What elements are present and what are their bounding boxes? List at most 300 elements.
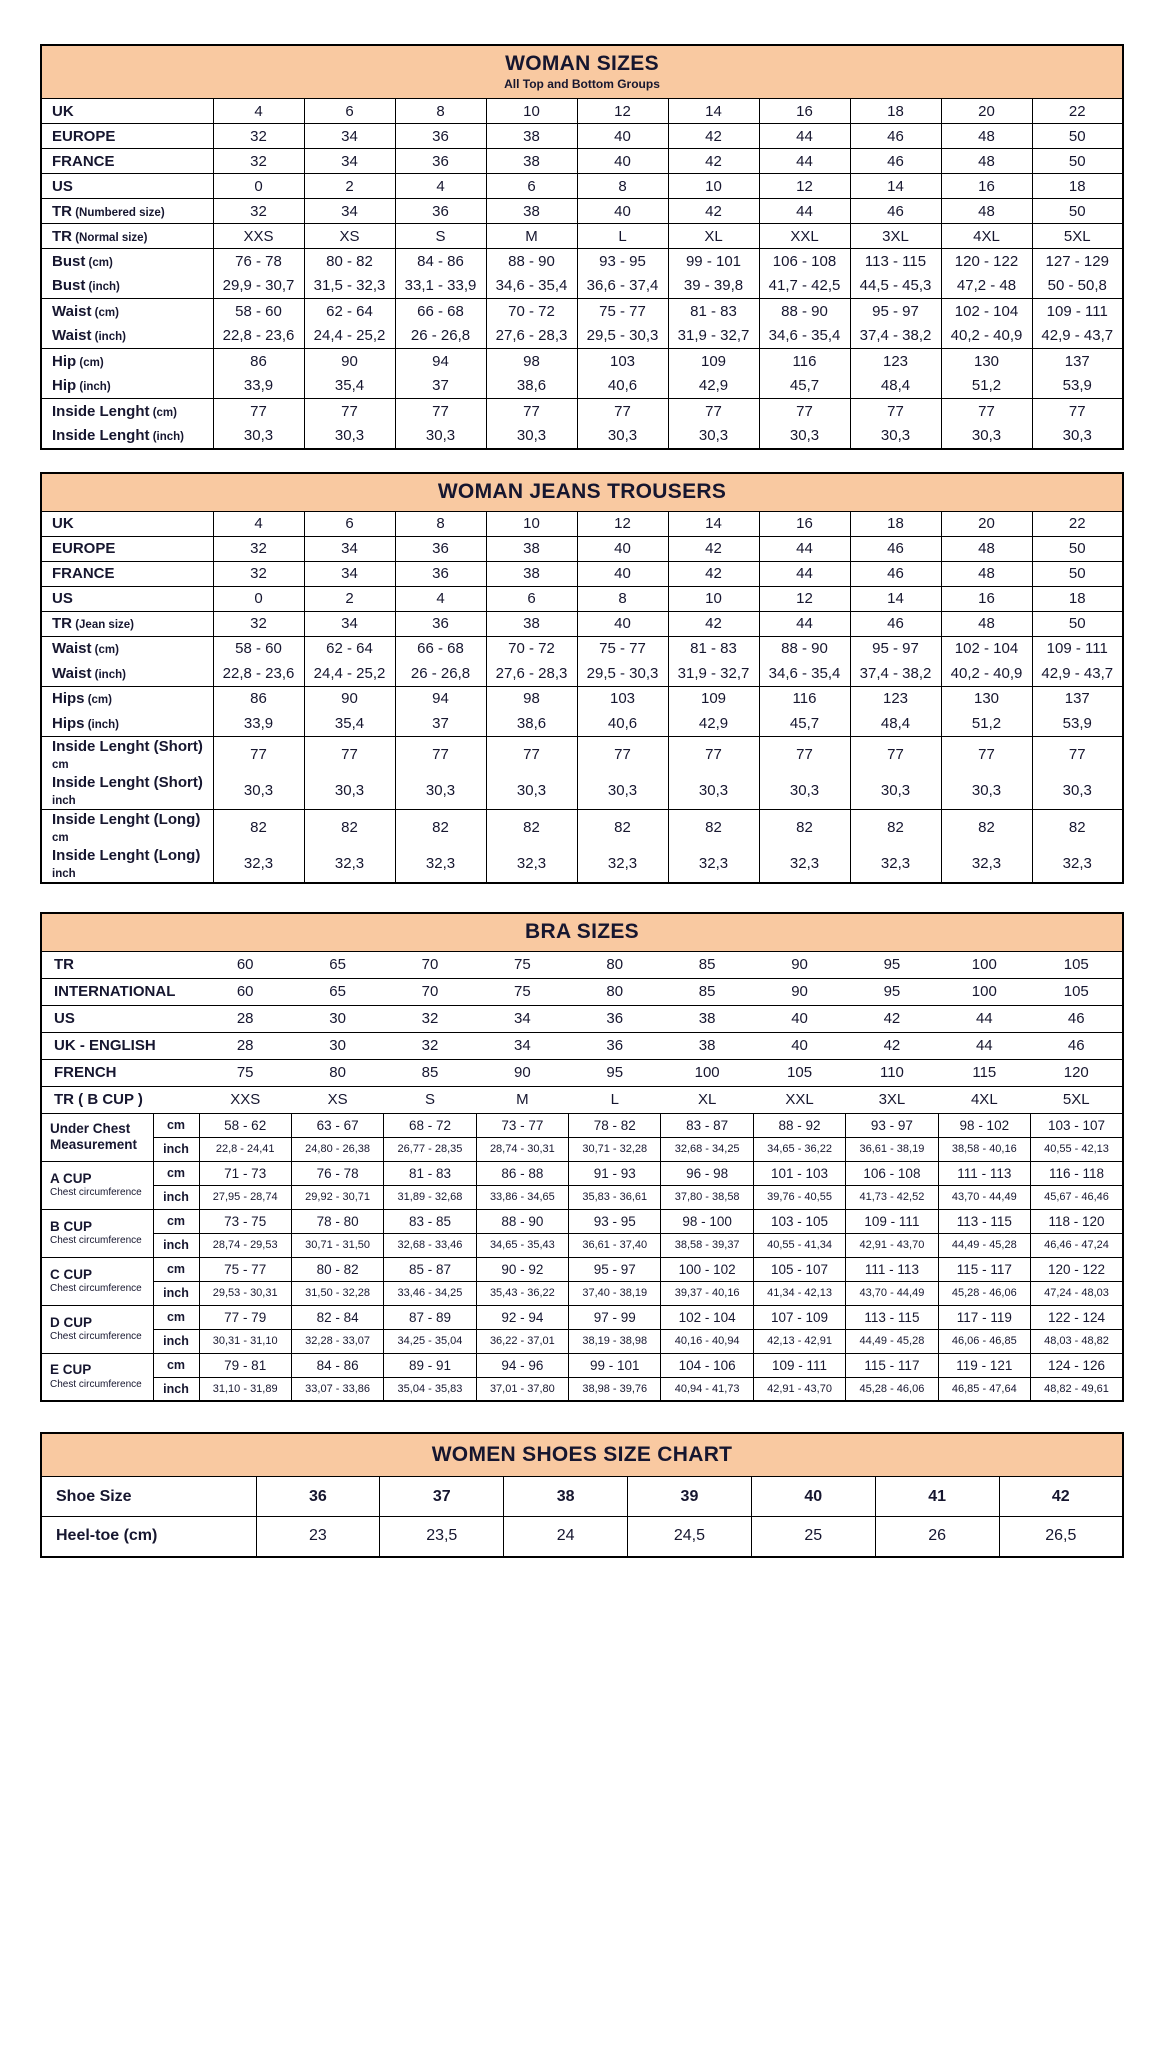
woman-sizes-title: WOMAN SIZES <box>505 52 659 75</box>
row-label <box>41 611 213 636</box>
size-value: 60 <box>199 978 291 1005</box>
size-value: 38,58 - 39,37 <box>661 1233 753 1257</box>
row-label <box>41 124 213 149</box>
size-value: 40 <box>751 1477 875 1517</box>
size-value: 37,80 - 38,58 <box>661 1185 753 1209</box>
size-value: 27,6 - 28,3 <box>486 324 577 349</box>
size-value: 30,3 <box>759 424 850 449</box>
size-value: 111 - 113 <box>846 1257 938 1281</box>
size-value: 34,25 - 35,04 <box>384 1329 476 1353</box>
size-value: 40 <box>577 199 668 224</box>
table-row <box>41 1233 1123 1257</box>
table-row <box>41 773 1123 810</box>
size-value: 105 <box>1031 951 1123 978</box>
size-value: 82 <box>486 809 577 846</box>
row-label-text: US <box>54 1010 75 1027</box>
size-value: 100 <box>661 1059 753 1086</box>
size-value: 29,92 - 30,71 <box>291 1185 383 1209</box>
unit-cm-label: cm <box>153 1161 199 1185</box>
size-value: 82 <box>941 809 1032 846</box>
size-value: 29,9 - 30,7 <box>213 274 304 299</box>
size-value: 38,19 - 38,98 <box>569 1329 661 1353</box>
size-value: 38,98 - 39,76 <box>569 1377 661 1401</box>
unit-cm-label: cm <box>153 1305 199 1329</box>
size-value: 77 <box>304 736 395 773</box>
size-value: 35,83 - 36,61 <box>569 1185 661 1209</box>
size-value: 100 <box>938 978 1030 1005</box>
row-label <box>41 1517 256 1557</box>
size-value: 95 - 97 <box>850 299 941 324</box>
size-value: 39 <box>628 1477 752 1517</box>
row-label-text: Hip <box>52 352 77 370</box>
size-value: 34,65 - 35,43 <box>476 1233 568 1257</box>
row-label-text: Bust <box>52 252 86 270</box>
size-value: 8 <box>577 174 668 199</box>
size-value: 82 <box>213 809 304 846</box>
table-row <box>41 349 1123 374</box>
size-value: 46 <box>1031 1005 1123 1032</box>
size-value: 77 <box>486 399 577 424</box>
size-value: 33,9 <box>213 374 304 399</box>
size-value: 89 - 91 <box>384 1353 476 1377</box>
table-row <box>41 736 1123 773</box>
size-value: 83 - 87 <box>661 1113 753 1137</box>
size-value: 40,55 - 41,34 <box>753 1233 845 1257</box>
size-value: 42,13 - 42,91 <box>753 1329 845 1353</box>
size-value: 32,3 <box>486 846 577 883</box>
size-value: 31,9 - 32,7 <box>668 324 759 349</box>
size-value: 44,5 - 45,3 <box>850 274 941 299</box>
size-value: 30,3 <box>668 424 759 449</box>
size-value: 32,68 - 34,25 <box>661 1137 753 1161</box>
table-row <box>41 846 1123 883</box>
size-value: 2 <box>304 174 395 199</box>
size-value: 109 - 111 <box>1032 636 1123 661</box>
size-value: 12 <box>577 99 668 124</box>
size-value: 82 <box>304 809 395 846</box>
size-value: 28 <box>199 1032 291 1059</box>
table-row <box>41 1257 1123 1281</box>
size-value: 26 <box>875 1517 999 1557</box>
row-label-text: US <box>52 177 73 195</box>
size-value: 6 <box>486 174 577 199</box>
size-value: 44 <box>759 149 850 174</box>
size-value: 40 <box>753 1032 845 1059</box>
size-value: 77 <box>486 736 577 773</box>
size-value: 115 - 117 <box>846 1353 938 1377</box>
size-value: 38 <box>486 149 577 174</box>
table-row <box>41 174 1123 199</box>
size-value: 32 <box>213 124 304 149</box>
unit-inch-label: inch <box>153 1377 199 1401</box>
size-value: 102 - 104 <box>941 636 1032 661</box>
size-value: 81 - 83 <box>668 636 759 661</box>
row-label-unit: cm <box>52 758 69 771</box>
size-value: 73 - 77 <box>476 1113 568 1137</box>
size-value: 92 - 94 <box>476 1305 568 1329</box>
size-value: 120 - 122 <box>941 249 1032 274</box>
row-label <box>41 299 213 324</box>
size-value: 77 <box>759 736 850 773</box>
size-value: 32,3 <box>668 846 759 883</box>
row-label <box>41 349 213 374</box>
size-value: 23 <box>256 1517 380 1557</box>
cup-name: D CUP <box>50 1314 93 1330</box>
size-value: 6 <box>304 99 395 124</box>
size-value: 103 - 105 <box>753 1209 845 1233</box>
size-value: 33,9 <box>213 711 304 736</box>
size-value: 93 - 95 <box>577 249 668 274</box>
shoes-size-table <box>40 1432 1124 1558</box>
size-value: 66 - 68 <box>395 636 486 661</box>
size-value: 38 <box>661 1032 753 1059</box>
size-value: 31,5 - 32,3 <box>304 274 395 299</box>
size-value: 95 - 97 <box>850 636 941 661</box>
size-value: 24,4 - 25,2 <box>304 661 395 686</box>
size-value: 120 <box>1031 1059 1123 1086</box>
size-value: 29,5 - 30,3 <box>577 661 668 686</box>
size-value: 46,85 - 47,64 <box>938 1377 1030 1401</box>
table-row <box>41 611 1123 636</box>
size-value: 36 <box>569 1032 661 1059</box>
size-value: 45,28 - 46,06 <box>938 1281 1030 1305</box>
table-row <box>41 536 1123 561</box>
size-value: 46,46 - 47,24 <box>1031 1233 1123 1257</box>
size-value: 70 <box>384 978 476 1005</box>
size-value: L <box>569 1086 661 1113</box>
cup-label <box>41 1113 153 1161</box>
size-value: 85 <box>661 978 753 1005</box>
size-value: 36,6 - 37,4 <box>577 274 668 299</box>
size-value: 28,74 - 30,31 <box>476 1137 568 1161</box>
size-value: 106 - 108 <box>846 1161 938 1185</box>
row-label <box>41 809 213 846</box>
size-value: 23,5 <box>380 1517 504 1557</box>
size-value: 42,91 - 43,70 <box>753 1377 845 1401</box>
size-value: 77 - 79 <box>199 1305 291 1329</box>
size-value: 37,40 - 38,19 <box>569 1281 661 1305</box>
size-value: 95 <box>846 951 938 978</box>
size-value: 46 <box>850 611 941 636</box>
size-value: 8 <box>577 586 668 611</box>
size-value: 36 <box>395 536 486 561</box>
size-value: 109 - 111 <box>846 1209 938 1233</box>
row-label-unit: inch <box>52 794 76 807</box>
size-value: 77 <box>213 399 304 424</box>
size-value: 105 <box>1031 978 1123 1005</box>
table-row <box>41 274 1123 299</box>
size-value: 31,9 - 32,7 <box>668 661 759 686</box>
size-value: 75 <box>476 978 568 1005</box>
size-value: 83 - 85 <box>384 1209 476 1233</box>
unit-inch-label: inch <box>153 1233 199 1257</box>
woman-sizes-header-row <box>41 45 1123 99</box>
row-label-text: EUROPE <box>52 127 116 145</box>
size-value: 42 <box>668 199 759 224</box>
size-value: 32 <box>213 536 304 561</box>
size-value: 30,3 <box>213 424 304 449</box>
size-value: 90 <box>304 349 395 374</box>
size-value: 107 - 109 <box>753 1305 845 1329</box>
cup-name: A CUP <box>50 1170 92 1186</box>
size-value: 30,3 <box>486 424 577 449</box>
size-value: 36,61 - 38,19 <box>846 1137 938 1161</box>
size-value: 35,4 <box>304 374 395 399</box>
size-value: 87 - 89 <box>384 1305 476 1329</box>
size-value: 32,3 <box>577 846 668 883</box>
size-value: 18 <box>1032 586 1123 611</box>
size-value: 38 <box>504 1477 628 1517</box>
size-value: 16 <box>759 99 850 124</box>
size-value: 10 <box>486 99 577 124</box>
size-value: 2 <box>304 586 395 611</box>
size-value: 32,3 <box>941 846 1032 883</box>
size-value: 40,94 - 41,73 <box>661 1377 753 1401</box>
row-label <box>41 536 213 561</box>
size-value: 62 - 64 <box>304 299 395 324</box>
size-value: 43,70 - 44,49 <box>846 1281 938 1305</box>
bra-sizes-header-row <box>41 913 1123 952</box>
size-value: 37 <box>380 1477 504 1517</box>
size-value: 78 - 80 <box>291 1209 383 1233</box>
size-value: 86 - 88 <box>476 1161 568 1185</box>
row-label <box>41 586 213 611</box>
woman-jeans-title: WOMAN JEANS TROUSERS <box>437 479 727 503</box>
cup-label <box>41 1257 153 1305</box>
row-label <box>41 736 213 773</box>
size-value: 44 <box>759 536 850 561</box>
row-label-text: Inside Lenght (Short) <box>52 737 203 755</box>
table-row <box>41 99 1123 124</box>
size-value: 103 <box>577 349 668 374</box>
size-value: 53,9 <box>1032 374 1123 399</box>
size-value: 48,82 - 49,61 <box>1031 1377 1123 1401</box>
size-value: XXS <box>213 224 304 249</box>
size-value: 26 - 26,8 <box>395 661 486 686</box>
size-value: 40 <box>577 124 668 149</box>
unit-cm-label: cm <box>153 1353 199 1377</box>
table-row <box>41 1209 1123 1233</box>
size-value: 22 <box>1032 99 1123 124</box>
size-value: 95 - 97 <box>569 1257 661 1281</box>
size-value: 35,04 - 35,83 <box>384 1377 476 1401</box>
table-row <box>41 424 1123 449</box>
size-value: 96 - 98 <box>661 1161 753 1185</box>
size-value: 102 - 104 <box>661 1305 753 1329</box>
table-row <box>41 1005 1123 1032</box>
woman-jeans-header-row <box>41 473 1123 512</box>
row-label <box>41 978 199 1005</box>
cup-label <box>41 1353 153 1401</box>
row-label-text: TR <box>52 202 72 220</box>
size-value: 38,6 <box>486 374 577 399</box>
table-row <box>41 1329 1123 1353</box>
size-value: 62 - 64 <box>304 636 395 661</box>
size-value: 46 <box>850 124 941 149</box>
unit-cm-label: cm <box>153 1257 199 1281</box>
size-value: XS <box>304 224 395 249</box>
table-row <box>41 686 1123 711</box>
size-value: 10 <box>486 511 577 536</box>
size-value: 39,76 - 40,55 <box>753 1185 845 1209</box>
size-value: 40 <box>577 149 668 174</box>
size-value: 20 <box>941 99 1032 124</box>
table-row <box>41 199 1123 224</box>
size-value: 28,74 - 29,53 <box>199 1233 291 1257</box>
size-value: 32 <box>384 1005 476 1032</box>
size-value: 73 - 75 <box>199 1209 291 1233</box>
size-value: 82 <box>395 809 486 846</box>
size-value: 130 <box>941 686 1032 711</box>
size-value: 75 <box>476 951 568 978</box>
table-row <box>41 1477 1123 1517</box>
size-value: 34 <box>304 124 395 149</box>
size-value: 113 - 115 <box>850 249 941 274</box>
row-label-text: Inside Lenght (Short) <box>52 773 203 791</box>
table-row <box>41 586 1123 611</box>
size-value: 18 <box>1032 174 1123 199</box>
row-label <box>41 249 213 274</box>
size-value: 12 <box>759 586 850 611</box>
size-value: 4 <box>395 174 486 199</box>
row-label <box>41 511 213 536</box>
size-value: 48 <box>941 199 1032 224</box>
row-label <box>41 951 199 978</box>
row-label-text: UK <box>52 515 74 532</box>
size-value: 31,89 - 32,68 <box>384 1185 476 1209</box>
size-value: 90 <box>753 978 845 1005</box>
size-value: 33,1 - 33,9 <box>395 274 486 299</box>
size-value: 53,9 <box>1032 711 1123 736</box>
size-value: 46,06 - 46,85 <box>938 1329 1030 1353</box>
size-value: 94 <box>395 349 486 374</box>
size-value: 70 - 72 <box>486 636 577 661</box>
size-value: 41,73 - 42,52 <box>846 1185 938 1209</box>
size-value: 30,71 - 31,50 <box>291 1233 383 1257</box>
row-label-text: Inside Lenght <box>52 427 150 444</box>
size-value: 50 <box>1032 199 1123 224</box>
size-value: 113 - 115 <box>846 1305 938 1329</box>
size-value: 75 - 77 <box>199 1257 291 1281</box>
size-value: 32 <box>213 199 304 224</box>
row-label-unit: cm <box>52 831 69 844</box>
size-value: 36 <box>395 124 486 149</box>
size-value: 3XL <box>846 1086 938 1113</box>
size-value: 28 <box>199 1005 291 1032</box>
unit-inch-label: inch <box>153 1329 199 1353</box>
unit-inch-label: inch <box>153 1185 199 1209</box>
row-label <box>41 424 213 449</box>
row-label-unit: (cm) <box>91 644 119 657</box>
size-value: 81 - 83 <box>668 299 759 324</box>
size-value: 34,65 - 36,22 <box>753 1137 845 1161</box>
row-label-text: Hips <box>52 690 85 708</box>
size-value: 45,28 - 46,06 <box>846 1377 938 1401</box>
cup-label <box>41 1161 153 1209</box>
size-value: 42 <box>668 149 759 174</box>
size-value: 37,01 - 37,80 <box>476 1377 568 1401</box>
size-value: 127 - 129 <box>1032 249 1123 274</box>
size-value: 30,3 <box>941 773 1032 810</box>
size-value: 31,10 - 31,89 <box>199 1377 291 1401</box>
size-value: 40,6 <box>577 374 668 399</box>
table-row <box>41 149 1123 174</box>
table-row <box>41 124 1123 149</box>
size-value: 101 - 103 <box>753 1161 845 1185</box>
row-label-text: TR <box>52 615 72 632</box>
size-value: 36 <box>395 611 486 636</box>
size-value: 137 <box>1032 349 1123 374</box>
row-label-text: FRANCE <box>52 152 115 170</box>
row-label <box>41 1059 199 1086</box>
size-value: 80 <box>291 1059 383 1086</box>
size-value: 77 <box>850 399 941 424</box>
size-value: 14 <box>668 511 759 536</box>
size-value: 77 <box>213 736 304 773</box>
size-value: 75 - 77 <box>577 299 668 324</box>
table-row <box>41 299 1123 324</box>
row-label-unit: (Numbered size) <box>72 206 165 219</box>
size-value: 79 - 81 <box>199 1353 291 1377</box>
size-value: 137 <box>1032 686 1123 711</box>
row-label-text: Waist <box>52 664 92 682</box>
size-value: 48 <box>941 611 1032 636</box>
row-label-unit: (inch) <box>149 431 184 443</box>
size-value: 22,8 - 24,41 <box>199 1137 291 1161</box>
size-value: 95 <box>846 978 938 1005</box>
size-value: S <box>395 224 486 249</box>
table-row <box>41 661 1123 686</box>
size-value: 26,5 <box>999 1517 1123 1557</box>
woman-sizes-table <box>40 44 1124 450</box>
cup-subtitle: Chest circumference <box>50 1282 142 1294</box>
size-value: 98 - 100 <box>661 1209 753 1233</box>
table-row <box>41 1086 1123 1113</box>
size-value: 77 <box>850 736 941 773</box>
row-label <box>41 224 213 249</box>
size-value: 42 <box>846 1005 938 1032</box>
size-value: 42,9 - 43,7 <box>1032 324 1123 349</box>
size-value: 4 <box>213 99 304 124</box>
row-label <box>41 199 213 224</box>
size-value: 30,3 <box>577 773 668 810</box>
size-value: 25 <box>751 1517 875 1557</box>
size-value: 65 <box>291 951 383 978</box>
size-value: 22 <box>1032 511 1123 536</box>
size-value: 32,3 <box>1032 846 1123 883</box>
size-value: 16 <box>941 586 1032 611</box>
row-label <box>41 1005 199 1032</box>
size-value: 30,3 <box>850 773 941 810</box>
row-label-text: Shoe Size <box>56 1487 132 1505</box>
row-label-unit: (cm) <box>84 694 112 707</box>
size-value: 123 <box>850 349 941 374</box>
size-value: 71 - 73 <box>199 1161 291 1185</box>
row-label-unit: (cm) <box>85 256 113 269</box>
cup-subtitle: Measurement <box>50 1137 138 1152</box>
size-value: 109 - 111 <box>753 1353 845 1377</box>
table-row <box>41 1517 1123 1557</box>
size-value: XXL <box>759 224 850 249</box>
size-value: 29,5 - 30,3 <box>577 324 668 349</box>
shoes-header <box>41 1433 1123 1477</box>
size-value: 34,6 - 35,4 <box>486 274 577 299</box>
size-value: 44 <box>938 1005 1030 1032</box>
size-value: 34,6 - 35,4 <box>759 661 850 686</box>
size-value: 32,3 <box>213 846 304 883</box>
row-label-unit: (inch) <box>91 668 126 681</box>
row-label <box>41 846 213 883</box>
